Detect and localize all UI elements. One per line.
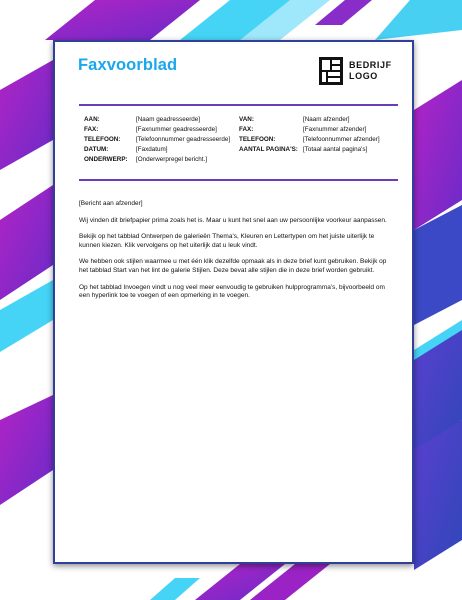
from-value[interactable]: [Naam afzender] — [303, 116, 350, 123]
logo-text-line-2: LOGO — [349, 71, 378, 81]
info-row — [79, 135, 399, 145]
to-value[interactable]: [Naam geadresseerde] — [136, 116, 201, 123]
document-title: Faxvoorblad — [78, 56, 178, 74]
to-phone-value[interactable]: [Telefoonnummer geadresseerde] — [136, 136, 231, 143]
divider-bottom — [79, 179, 398, 181]
message-paragraph: Wij vinden dit briefpapier prima zoals het is. Maar u kunt het snel aan uw persoonlijke voorkeur aanpassen. — [79, 216, 387, 224]
info-row — [79, 145, 399, 155]
to-label: AAN: — [84, 116, 100, 123]
page-count-label: AANTAL PAGINA'S: — [239, 146, 298, 153]
logo-mark-icon — [319, 57, 343, 85]
company-logo — [319, 57, 399, 85]
date-value[interactable]: [Faxdatum] — [136, 146, 168, 153]
from-phone-value[interactable]: [Telefoonnummer afzender] — [303, 136, 380, 143]
subject-label: ONDERWERP: — [84, 156, 128, 163]
message-greeting: [Bericht aan afzender] — [79, 200, 143, 207]
to-phone-label: TELEFOON: — [84, 136, 121, 143]
message-body[interactable] — [79, 200, 397, 309]
message-paragraph: Bekijk op het tabblad Ontwerpen de galerieën Thema's, Kleuren en Lettertypen om het juiste uiterlijk te kunnen kiezen. Klik vervolgens op het uiterlijk dat u leuk vindt. — [79, 233, 375, 249]
info-row — [79, 115, 399, 125]
from-fax-value[interactable]: [Faxnummer afzender] — [303, 126, 367, 133]
info-row — [79, 155, 399, 165]
divider-top — [79, 104, 398, 106]
info-row — [79, 125, 399, 135]
from-fax-label: FAX: — [239, 126, 254, 133]
fax-cover-page — [53, 40, 414, 564]
from-label: VAN: — [239, 116, 254, 123]
page-count-value[interactable]: [Totaal aantal pagina's] — [303, 146, 368, 153]
fax-details — [79, 115, 399, 165]
to-fax-value[interactable]: [Faxnummer geadresseerde] — [136, 126, 217, 133]
from-phone-label: TELEFOON: — [239, 136, 276, 143]
message-paragraph: We hebben ook stijlen waarmee u met één klik dezelfde opmaak als in deze brief kunt gebruiken. Bekijk op het tabblad Start van het lint de galerie Stijlen. Deze bevat alle stijlen die in deze brief worden gebruikt. — [79, 258, 387, 274]
date-label: DATUM: — [84, 146, 109, 153]
message-paragraph: Op het tabblad Invoegen vindt u nog veel meer eenvoudig te gebruiken hulpprogramma's, bijvoorbeeld om een hyperlink toe te voegen of een opmerking in te voegen. — [79, 283, 385, 300]
subject-value[interactable]: [Onderwerpregel bericht.] — [136, 156, 208, 163]
to-fax-label: FAX: — [84, 126, 99, 133]
logo-text-line-1: BEDRIJF — [349, 60, 392, 70]
